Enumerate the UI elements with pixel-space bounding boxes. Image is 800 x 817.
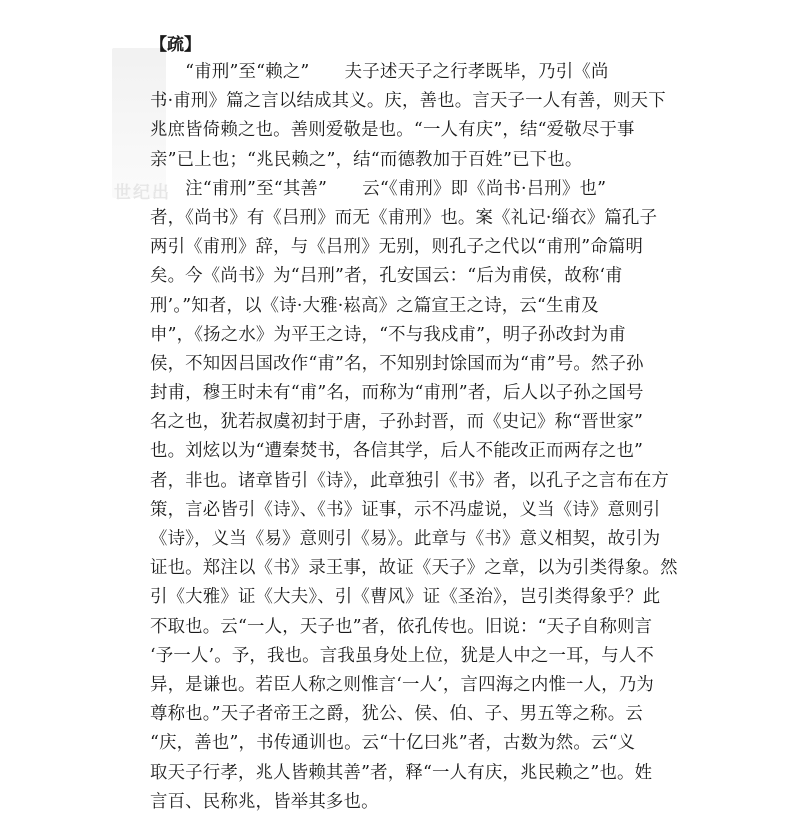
text-line: 注“甫刑”至“其善” 云“《甫刑》即《尚书·吕刑》也” xyxy=(150,178,607,199)
text-line: “庆，善也”，书传通训也。云“十亿曰兆”者，古数为然。云“义 xyxy=(150,733,636,754)
text-line: 侯，不知因吕国改作“甫”名，不知别封馀国而为“甫”号。然子孙 xyxy=(150,353,644,374)
text-line: 矣。今《尚书》为“吕刑”者，孔安国云：“后为甫侯，故称‘甫 xyxy=(150,266,623,287)
text-line: 异，是谦也。若臣人称之则惟言‘一人’，言四海之内惟一人，乃为 xyxy=(150,674,654,695)
text-line: 策，言必皆引《诗》、《书》证事，示不冯虚说，义当《诗》意则引 xyxy=(150,499,661,520)
text-line: 取天子行孝，兆人皆赖其善”者，释“一人有庆，兆民赖之”也。姓 xyxy=(150,762,653,783)
text-line: 引《大雅》证《大夫》、引《曹风》证《圣治》，岂引类得象乎？此 xyxy=(150,587,661,608)
text-line: 兆庶皆倚赖之也。善则爱敬是也。“一人有庆”，结“爱敬尽于事 xyxy=(150,120,635,141)
text-line: 不取也。云“一人，天子也”者，依孔传也。旧说：“天子自称则言 xyxy=(150,616,653,637)
text-line: 亲”已上也；“兆民赖之”，结“而德教加于百姓”已下也。 xyxy=(150,149,583,170)
publisher-watermark-text: 世纪出 xyxy=(114,183,171,203)
text-line: 者，《尚书》有《吕刑》而无《甫刑》也。案《礼记·缁衣》篇孔子 xyxy=(150,207,658,228)
document-page xyxy=(150,32,678,817)
text-line: 《诗》，义当《易》意则引《易》。此章与《书》意义相契，故引为 xyxy=(150,529,661,549)
text-line: “甫刑”至“赖之” 夫子述天子之行孝既毕，乃引《尚 xyxy=(150,62,609,82)
section-heading: 【疏】 xyxy=(150,35,201,55)
text-line: 申”，《扬之水》为平王之诗，“不与我戍甫”，明子孙改封为甫 xyxy=(150,324,626,345)
text-line: 者，非也。诸章皆引《诗》，此章独引《书》者，以孔子之言布在方 xyxy=(150,470,670,491)
text-line: 言百、民称兆，皆举其多也。 xyxy=(150,791,379,812)
text-line: 两引《甫刑》辞，与《吕刑》无别，则孔子之代以“甫刑”命篇明 xyxy=(150,237,644,258)
text-line: 证也。郑注以《书》录王事，故证《天子》之章，以为引类得象。然 xyxy=(150,558,678,579)
text-line: 也。刘炫以为“遭秦焚书，各信其学，后人不能改正而两存之也” xyxy=(150,441,644,462)
text-line: 尊称也。”天子者帝王之爵，犹公、侯、伯、子、男五等之称。云 xyxy=(150,704,643,725)
text-line: 名之也，犹若叔虞初封于唐，子孙封晋，而《史记》称“晋世家” xyxy=(150,412,644,433)
text-line: 刑’。”知者，以《诗·大雅·崧高》之篇宣王之诗，云“生甫及 xyxy=(150,295,599,316)
text-line: 封甫，穆王时未有“甫”名，而称为“甫刑”者，后人以子孙之国号 xyxy=(150,383,644,404)
text-line: 书·甫刑》篇之言以结成其义。庆，善也。言天子一人有善，则天下 xyxy=(150,91,666,112)
text-line: ‘予一人’。予，我也。言我虽身处上位，犹是人中之一耳，与人不 xyxy=(150,645,654,666)
